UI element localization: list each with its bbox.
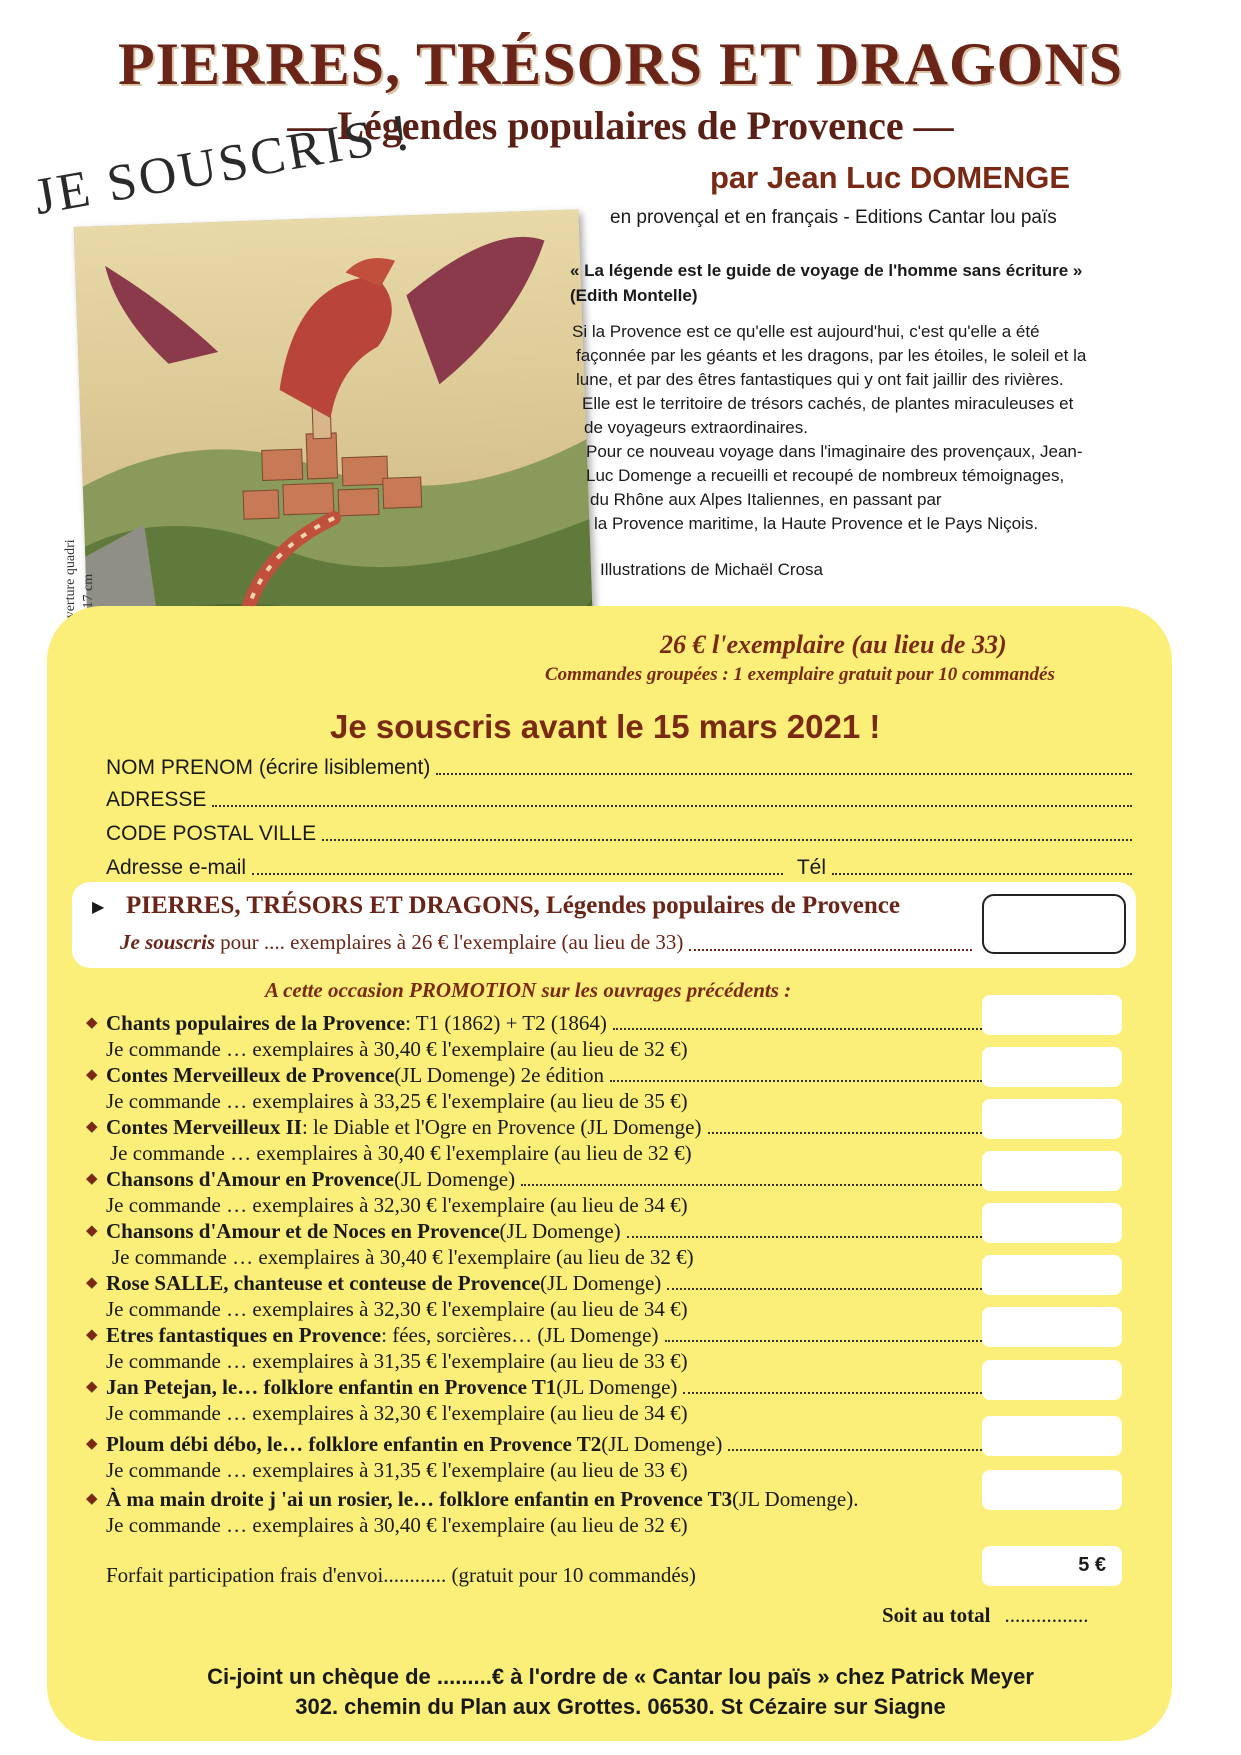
diamond-icon: ◆ [86, 1067, 98, 1083]
item-title: Chants populaires de la Provence [106, 1011, 406, 1035]
payment-line-1: Ci-joint un chèque de .........€ à l'ordre de « Cantar lou païs » chez Patrick Meyer [207, 1664, 1034, 1689]
item-title: Etres fantastiques en Provence [106, 1323, 382, 1347]
list-item [86, 1166, 986, 1218]
quantity-box[interactable] [982, 995, 1122, 1035]
diamond-icon: ◆ [86, 1015, 98, 1031]
quantity-box[interactable] [982, 1151, 1122, 1191]
list-item [86, 1374, 986, 1431]
quantity-box[interactable] [982, 1047, 1122, 1087]
item-title: Chansons d'Amour et de Noces en Provence [106, 1219, 500, 1243]
diamond-icon: ◆ [86, 1119, 98, 1135]
list-item [86, 1062, 986, 1114]
quantity-box[interactable] [982, 1360, 1122, 1400]
item-order: Je commande … exemplaires à 33,25 € l'exemplaire (au lieu de 35 €) [106, 1089, 688, 1113]
payment-info [0, 1662, 1241, 1722]
item-detail: (JL Domenge) [540, 1271, 662, 1295]
quantity-box[interactable] [982, 1470, 1122, 1510]
diamond-icon: ◆ [86, 1327, 98, 1343]
diamond-icon: ◆ [86, 1223, 98, 1239]
page-subtitle: — Légendes populaires de Provence — [287, 103, 954, 148]
item-detail: (JL Domenge) [499, 1219, 621, 1243]
description-line: Luc Domenge a recueilli et recoupé de nombreux témoignages, [586, 466, 1065, 485]
main-order-line [120, 930, 976, 955]
item-detail: (JL Domenge) [556, 1375, 678, 1399]
item-detail: (JL Domenge). [732, 1487, 859, 1511]
description-line: façonnée par les géants et les dragons, par les étoiles, le soleil et la [576, 346, 1087, 365]
total-label: Soit au total [882, 1603, 991, 1627]
email-field[interactable] [106, 852, 1136, 880]
name-label: NOM PRENOM (écrire lisiblement) [106, 756, 431, 779]
name-line[interactable] [436, 772, 1132, 775]
item-title: Contes Merveilleux II [106, 1115, 302, 1139]
address-field[interactable] [106, 784, 1136, 812]
list-item [86, 1270, 986, 1322]
quantity-box[interactable] [982, 1203, 1122, 1243]
item-title: À ma main droite j 'ai un rosier, le… folklore enfantin en Provence T3 [106, 1487, 733, 1511]
description-line: Pour ce nouveau voyage dans l'imaginaire des provençaux, Jean- [586, 442, 1083, 461]
description-line: de voyageurs extraordinaires. [584, 418, 808, 437]
tel-label: Tél [796, 856, 826, 879]
city-line[interactable] [322, 838, 1132, 841]
stamp-text: JE SOUSCRIS ! [29, 103, 417, 227]
address-label: ADRESSE [106, 788, 207, 811]
item-order: Je commande … exemplaires à 30,40 € l'exemplaire (au lieu de 32 €) [106, 1037, 688, 1061]
quantity-box[interactable] [982, 1255, 1122, 1295]
shipping-value: 5 € [982, 1546, 1122, 1586]
promo-list [86, 1010, 986, 1541]
item-order: Je commande … exemplaires à 32,30 € l'exemplaire (au lieu de 34 €) [106, 1401, 688, 1425]
item-detail: (JL Domenge) 2e édition [394, 1063, 605, 1087]
name-field[interactable] [106, 752, 1136, 780]
description-line: du Rhône aux Alpes Italiennes, en passant par [590, 490, 942, 509]
main-order-text: pour .... exemplaires à 26 € l'exemplaire (au lieu de 33) [220, 930, 684, 954]
list-item [86, 1486, 986, 1541]
item-detail: : fées, sorcières… (JL Domenge) [381, 1323, 659, 1347]
item-order: Je commande … exemplaires à 30,40 € l'exemplaire (au lieu de 32 €) [106, 1513, 688, 1537]
diamond-icon: ◆ [86, 1275, 98, 1291]
main-quantity-box[interactable] [982, 894, 1126, 954]
item-title: Ploum débi débo, le… folklore enfantin en Provence T2 [106, 1432, 602, 1456]
item-detail: : le Diable et l'Ogre en Provence (JL Domenge) [301, 1115, 702, 1139]
total-line[interactable] [882, 1603, 1089, 1628]
price: 26 € l'exemplaire (au lieu de 33) [660, 630, 1007, 659]
shipping-line: Forfait participation frais d'envoi............ (gratuit pour 10 commandés) [106, 1563, 696, 1587]
description-line: lune, et par des êtres fantastiques qui y ont fait jaillir des rivières. [576, 370, 1064, 389]
description [572, 320, 1192, 536]
item-title: Contes Merveilleux de Provence [106, 1063, 395, 1087]
main-order-italic: Je souscris [120, 930, 216, 954]
diamond-icon: ◆ [86, 1491, 98, 1507]
diamond-icon: ◆ [86, 1436, 98, 1452]
grouped-offer: Commandes groupées : 1 exemplaire gratuit pour 10 commandés [545, 664, 1055, 685]
item-detail: (JL Domenge) [601, 1432, 723, 1456]
list-item [86, 1114, 986, 1166]
diamond-icon: ◆ [86, 1379, 98, 1395]
author: par Jean Luc DOMENGE [710, 160, 1071, 195]
quote-prefix: « La [570, 261, 609, 280]
quote [570, 258, 1190, 308]
item-order: Je commande … exemplaires à 31,35 € l'exemplaire (au lieu de 33 €) [106, 1349, 688, 1373]
quote-author: (Edith Montelle) [570, 286, 698, 305]
quantity-box[interactable] [982, 1099, 1122, 1139]
edition: en provençal et en français - Editions Cantar lou païs [610, 207, 1057, 228]
item-title: Jan Petejan, le… folklore enfantin en Provence T1 [106, 1375, 557, 1399]
item-order: Je commande … exemplaires à 32,30 € l'exemplaire (au lieu de 34 €) [106, 1297, 688, 1321]
item-order: Je commande … exemplaires à 31,35 € l'exemplaire (au lieu de 33 €) [106, 1458, 688, 1482]
page-title: PIERRES, TRÉSORS ET DRAGONS [117, 31, 1124, 97]
promo-heading: A cette occasion PROMOTION sur les ouvrages précédents : [265, 978, 792, 1002]
deadline: Je souscris avant le 15 mars 2021 ! [330, 708, 881, 745]
city-field[interactable] [106, 818, 1136, 846]
quantity-box[interactable] [982, 1307, 1122, 1347]
diamond-icon: ◆ [86, 1171, 98, 1187]
description-line: Elle est le territoire de trésors cachés, de plantes miraculeuses et [582, 394, 1074, 413]
list-item [86, 1431, 986, 1486]
item-order: Je commande … exemplaires à 30,40 € l'exemplaire (au lieu de 32 €) [110, 1141, 692, 1165]
payment-address: 302. chemin du Plan aux Grottes. 06530. St Cézaire sur Siagne [295, 1694, 946, 1719]
main-order-title: PIERRES, TRÉSORS ET DRAGONS, Légendes populaires de Provence [126, 892, 900, 919]
list-item [86, 1010, 986, 1062]
address-line[interactable] [212, 804, 1132, 807]
item-order: Je commande … exemplaires à 32,30 € l'exemplaire (au lieu de 34 €) [106, 1193, 688, 1217]
list-item [86, 1322, 986, 1374]
city-label: CODE POSTAL VILLE [106, 822, 317, 845]
tel-line[interactable] [832, 872, 1132, 875]
email-line[interactable] [252, 872, 783, 875]
description-line: Si la Provence est ce qu'elle est aujourd'hui, c'est qu'elle a été [572, 322, 1040, 341]
item-title: Rose SALLE, chanteuse et conteuse de Provence [106, 1271, 541, 1295]
arrow-right-icon: ▶ [92, 899, 105, 916]
list-item [86, 1218, 986, 1270]
illustrator: Illustrations de Michaël Crosa [600, 560, 823, 579]
item-order: Je commande … exemplaires à 30,40 € l'exemplaire (au lieu de 32 €) [112, 1245, 694, 1269]
item-title: Chansons d'Amour en Provence [106, 1167, 395, 1191]
description-line: la Provence maritime, la Haute Provence et le Pays Niçois. [594, 514, 1039, 533]
item-detail: : T1 (1862) + T2 (1864) [405, 1011, 607, 1035]
quote-text: légende est le guide de voyage de l'homme sans écriture » [608, 261, 1083, 280]
quantity-box[interactable] [982, 1416, 1122, 1456]
total-value[interactable]: ................ [1004, 1603, 1089, 1627]
email-label: Adresse e-mail [106, 856, 247, 879]
item-detail: (JL Domenge) [394, 1167, 516, 1191]
